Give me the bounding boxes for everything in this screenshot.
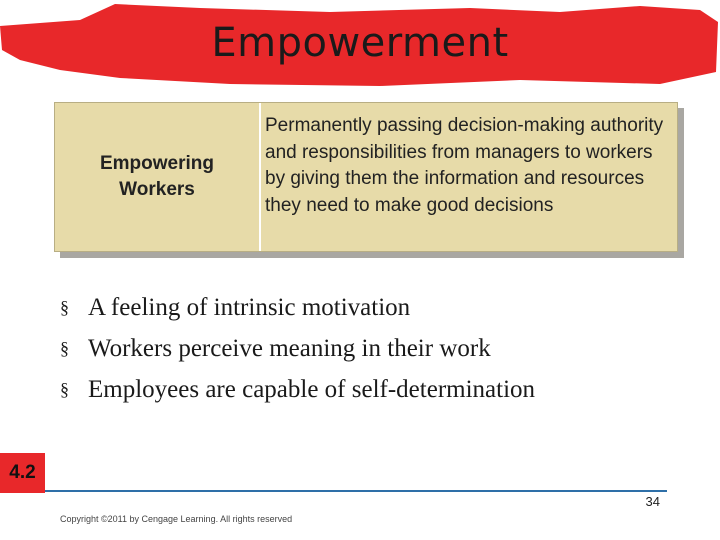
slide-title: Empowerment bbox=[211, 20, 509, 66]
definition-term: Empowering Workers bbox=[99, 153, 214, 200]
page-number: 34 bbox=[645, 494, 660, 509]
bullet-text: Workers perceive meaning in their work bbox=[88, 335, 491, 362]
definition-text: Permanently passing decision-making authority and responsibilities from managers to workers by giving them the information and resources they need to make good decisions bbox=[265, 115, 664, 216]
copyright-notice: Copyright ©2011 by Cengage Learning. All rights reserved bbox=[60, 514, 293, 524]
bullet-item bbox=[60, 369, 700, 410]
definition-divider bbox=[259, 103, 261, 251]
definition-box bbox=[54, 102, 678, 252]
bullet-marker: § bbox=[60, 338, 69, 358]
bullet-marker: § bbox=[60, 297, 69, 317]
bullet-text: A feeling of intrinsic motivation bbox=[88, 294, 411, 321]
bullet-item bbox=[60, 328, 700, 369]
section-badge: 4.2 bbox=[0, 453, 45, 493]
footer-rule bbox=[45, 490, 667, 492]
bullet-list bbox=[60, 287, 700, 410]
bullet-item bbox=[60, 287, 700, 328]
bullet-marker: § bbox=[60, 379, 69, 399]
bullet-text: Employees are capable of self-determination bbox=[88, 376, 536, 403]
